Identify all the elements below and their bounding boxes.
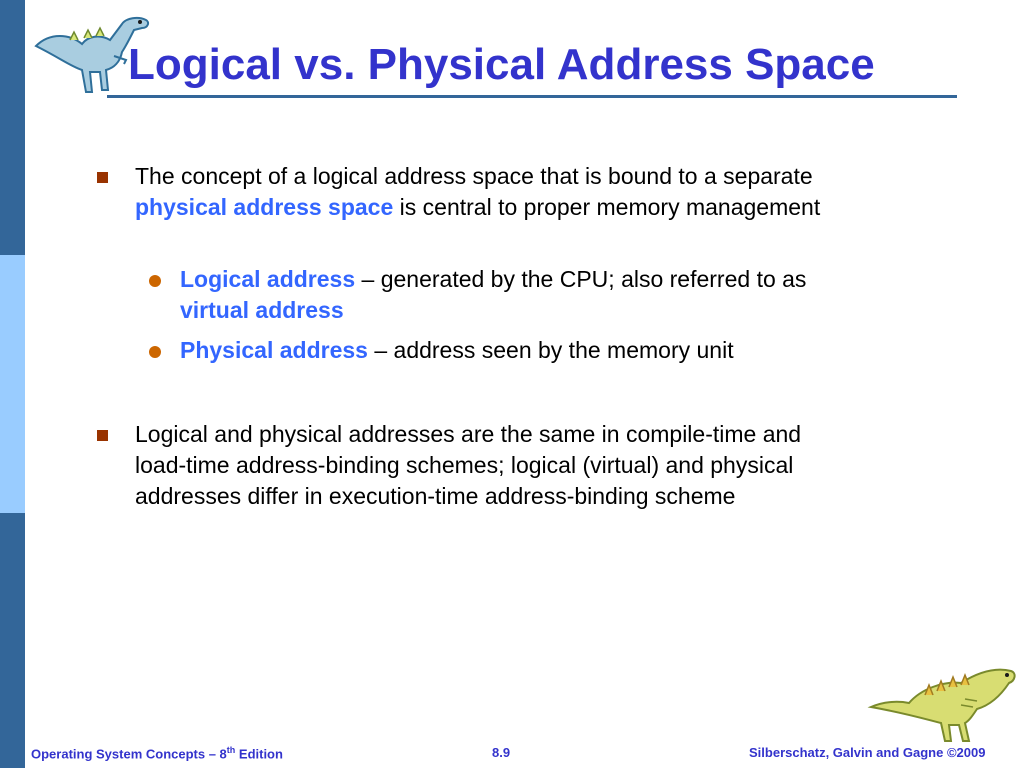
bullet-text — [135, 161, 865, 223]
bullet-text-part: is central to proper memory management — [393, 194, 821, 220]
bullet-text-part: – generated by the CPU; also referred to as — [355, 266, 807, 292]
sidebar-stripe-top — [0, 0, 25, 255]
footer-text: Operating System Concepts – 8 — [31, 746, 227, 762]
bullet-square-icon — [97, 430, 108, 441]
term-physical-address: Physical address — [180, 337, 368, 363]
bullet-text — [135, 419, 845, 512]
footer-authors: Silberschatz, Galvin and Gagne ©2009 — [749, 745, 986, 760]
bullet-text-part: The concept of a logical address space that is bound to a separate — [135, 163, 813, 189]
footer-book-title — [31, 745, 283, 761]
bullet-text-part: – address seen by the memory unit — [367, 337, 734, 363]
sidebar-stripe-middle — [0, 255, 25, 513]
footer-text: Edition — [235, 746, 283, 762]
bullet-dot-icon — [149, 275, 161, 287]
bullet-text-part: Logical and physical addresses are the same in compile-time and load-time address-binding schemes; logical (virtual) and physical addresses differ in execution-time address-binding scheme — [135, 421, 802, 509]
term-logical-address: Logical address — [180, 266, 356, 292]
sidebar-stripe-bottom — [0, 513, 25, 768]
term-virtual-address: virtual address — [180, 297, 344, 323]
term-physical-address-space: physical address space — [135, 194, 394, 220]
bullet-dot-icon — [149, 346, 161, 358]
bullet-square-icon — [97, 172, 108, 183]
footer-page-number: 8.9 — [492, 745, 511, 760]
slide-title: Logical vs. Physical Address Space — [128, 40, 875, 89]
title-divider — [107, 95, 957, 98]
sub-bullet-text — [180, 335, 860, 366]
footer-superscript: th — [226, 745, 236, 755]
sub-bullet-text — [180, 264, 860, 326]
dinosaur-icon — [865, 655, 1020, 745]
